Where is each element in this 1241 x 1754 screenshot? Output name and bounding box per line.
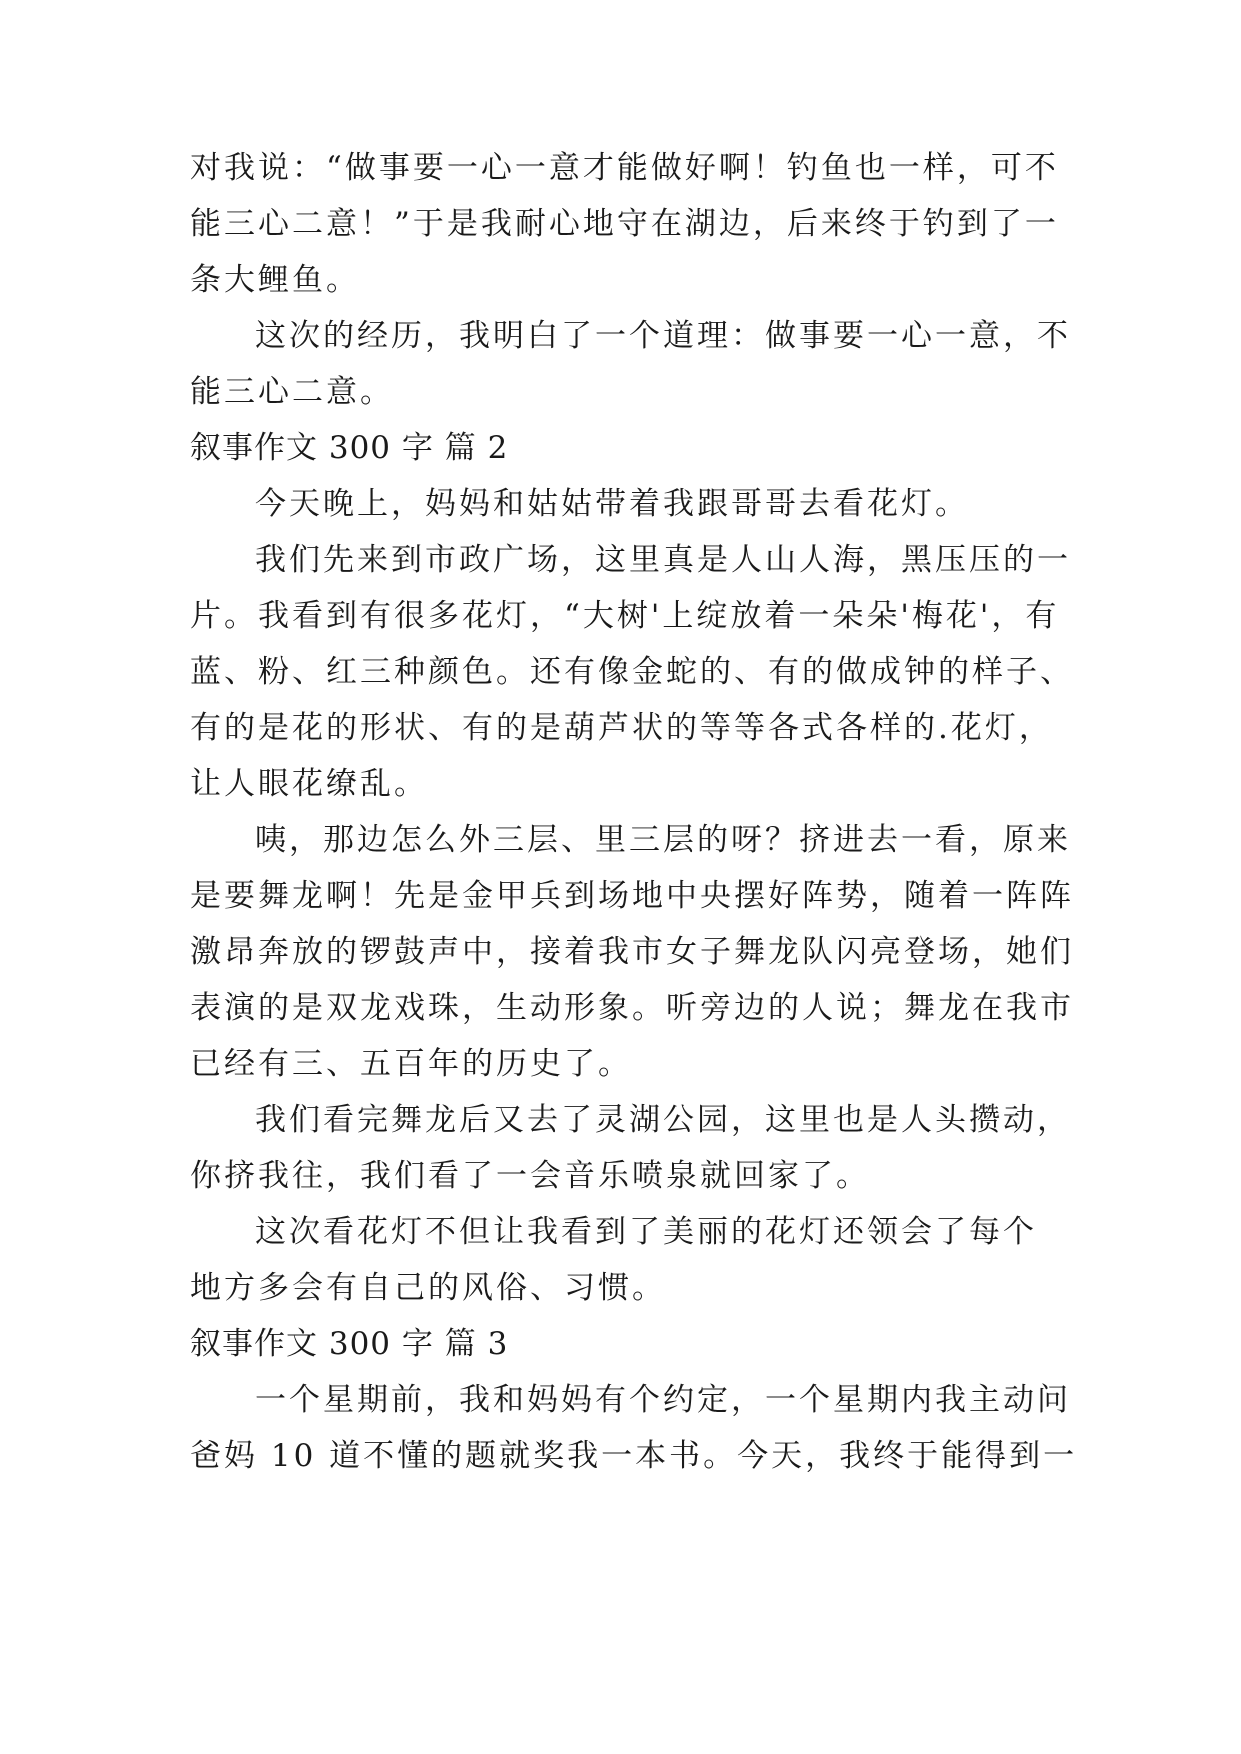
body-line: 能三心二意。	[190, 374, 394, 410]
body-line: 能三心二意！”于是我耐心地守在湖边，后来终于钓到了一	[190, 206, 1059, 242]
paragraph-first-line: 咦，那边怎么外三层、里三层的呀？挤进去一看，原来	[255, 822, 1071, 858]
paragraph-first-line: 我们看完舞龙后又去了灵湖公园，这里也是人头攒动，	[255, 1102, 1071, 1138]
body-line: 表演的是双龙戏珠，生动形象。听旁边的人说；舞龙在我市	[190, 990, 1074, 1026]
section-heading: 叙事作文 300 字 篇 2	[190, 430, 509, 466]
paragraph-first-line: 这次的经历，我明白了一个道理：做事要一心一意，不	[255, 318, 1071, 354]
body-line: 蓝、粉、红三种颜色。还有像金蛇的、有的做成钟的样子、	[190, 654, 1074, 690]
body-line: 激昂奔放的锣鼓声中，接着我市女子舞龙队闪亮登场，她们	[190, 934, 1074, 970]
body-line: 爸妈 10 道不懂的题就奖我一本书。今天，我终于能得到一	[190, 1438, 1078, 1474]
paragraph-first-line: 我们先来到市政广场，这里真是人山人海，黑压压的一	[255, 542, 1071, 578]
body-line: 让人眼花缭乱。	[190, 766, 428, 802]
section-heading: 叙事作文 300 字 篇 3	[190, 1326, 509, 1362]
paragraph-first-line: 这次看花灯不但让我看到了美丽的花灯还领会了每个	[255, 1214, 1037, 1250]
paragraph-first-line: 今天晚上，妈妈和姑姑带着我跟哥哥去看花灯。	[255, 486, 969, 522]
body-line: 已经有三、五百年的历史了。	[190, 1046, 632, 1082]
body-line: 是要舞龙啊！先是金甲兵到场地中央摆好阵势，随着一阵阵	[190, 878, 1074, 914]
body-line: 你挤我往，我们看了一会音乐喷泉就回家了。	[190, 1158, 870, 1194]
body-line: 地方多会有自己的风俗、习惯。	[190, 1270, 666, 1306]
paragraph-first-line: 一个星期前，我和妈妈有个约定，一个星期内我主动问	[255, 1382, 1071, 1418]
body-line: 有的是花的形状、有的是葫芦状的等等各式各样的.花灯，	[190, 710, 1053, 746]
body-line: 条大鲤鱼。	[190, 262, 360, 298]
body-line: 片。我看到有很多花灯，“大树'上绽放着一朵朵'梅花'，有	[190, 598, 1060, 634]
body-line: 对我说：“做事要一心一意才能做好啊！钓鱼也一样，可不	[190, 150, 1059, 186]
